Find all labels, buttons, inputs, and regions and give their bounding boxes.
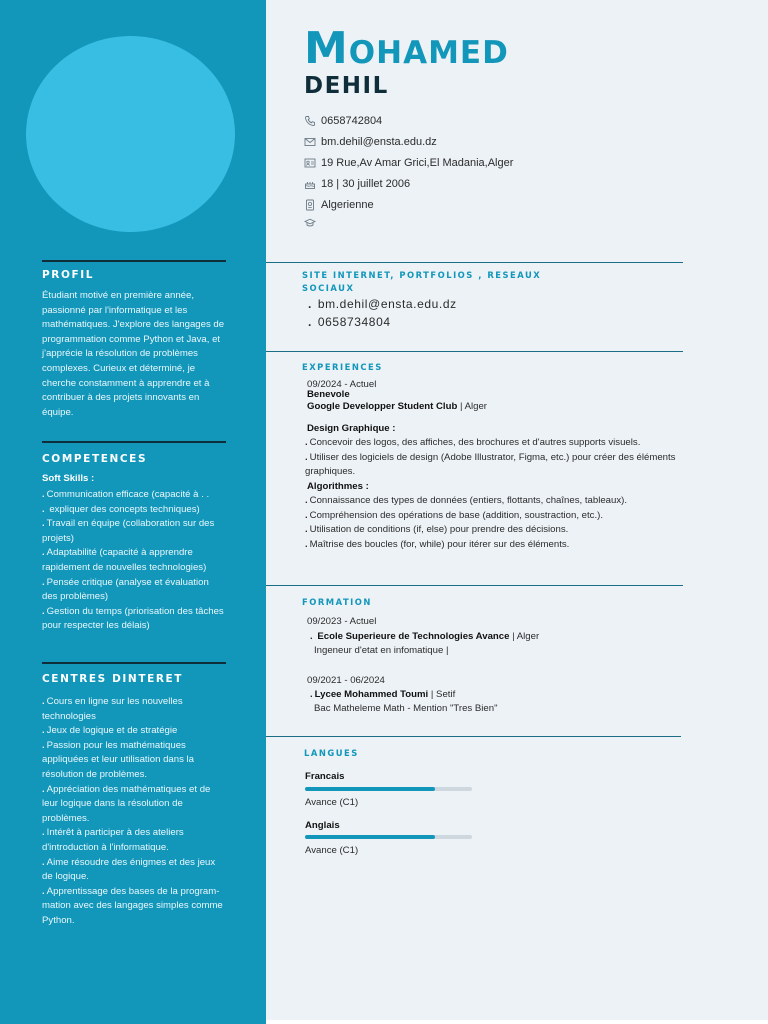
contact-address (304, 152, 513, 173)
list-item: . Jeux de logique et de stratégie (42, 725, 178, 737)
list-item: . Apprentissage des bases de la program-mation avec des langages simples comme Python. (42, 885, 223, 926)
list-item: . Compréhension des opérations de base (addition, soustraction, etc.). (305, 509, 603, 521)
address-card-icon (304, 157, 316, 169)
language-level: Avance (C1) (305, 845, 359, 856)
list-item: . Utiliser des logiciels de design (Adobe Illustrator, Figma, etc.) pour créer des éléments graphiques. (305, 451, 676, 477)
list-item: . Gestion du temps (priorisation des tâches pour respecter les délais) (42, 605, 224, 632)
interets-section (42, 673, 226, 929)
list-item: . Connaissance des types de données (entiers, flottants, chaînes, tableaux). (305, 495, 627, 506)
divider (42, 441, 226, 443)
formation-school: . Lycee Mohammed Toumi | Setif (310, 689, 456, 700)
formation-school: . Ecole Superieure de Technologies Avance | Alger (310, 631, 540, 642)
first-name: Mohamed (304, 23, 509, 74)
web-list (308, 295, 457, 331)
design-heading: Design Graphique : (307, 423, 396, 434)
list-item: . Cours en ligne sur les nouvelles technologies (42, 696, 183, 722)
birth-text: 18 | 30 juillet 2006 (321, 177, 411, 190)
formation-detail: Ingeneur d'etat en infomatique | (314, 645, 449, 656)
contact-education (304, 215, 513, 231)
language-proficiency-fill (305, 835, 435, 839)
list-item: . Adaptabilité (capacité à apprendre rapidement de nouvelles technologies) (42, 547, 207, 573)
sidebar (0, 0, 266, 1024)
graduation-cap-icon (304, 217, 316, 229)
list-item: . Intérêt à participer à des ateliers d'introduction à l'informatique. (42, 827, 184, 853)
competences-heading: COMPETENCES (42, 453, 148, 465)
language-proficiency-bar (305, 787, 472, 791)
language-proficiency-bar (305, 835, 472, 839)
divider (42, 662, 226, 664)
experience-org-name: Google Developper Student Club (307, 401, 458, 412)
last-name: DEHIL (304, 73, 389, 99)
nationality-text: Algerienne (321, 198, 374, 211)
divider (266, 351, 683, 352)
passport-icon (304, 199, 316, 211)
email-text: bm.dehil@ensta.edu.dz (321, 135, 437, 148)
competences-section (42, 453, 226, 634)
address-text: 19 Rue,Av Amar Grici,El Madania,Alger (321, 156, 514, 169)
language-name: Anglais (305, 820, 340, 831)
interets-list (42, 695, 226, 929)
list-item: . Maîtrise des boucles (for, while) pour itérer sur des éléments. (305, 538, 570, 550)
divider (266, 736, 681, 737)
language-level: Avance (C1) (305, 797, 359, 808)
contact-email (304, 131, 513, 152)
formation-date: 09/2021 - 06/2024 (307, 675, 385, 686)
formation-date: 09/2023 - Actuel (307, 616, 377, 627)
langues-heading: LANGUES (304, 748, 359, 758)
list-item: . 0658734804 (308, 315, 391, 329)
divider (42, 260, 226, 262)
contact-nationality (304, 194, 513, 215)
interets-heading: CENTRES DINTERET (42, 673, 184, 685)
list-item: . Appréciation des mathématiques et de leur logique dans la résolution de problèmes. (42, 783, 211, 824)
list-item: . Passion pour les mathématiques appliquées et leur utilisation dans la résolution de problèmes. (42, 739, 195, 780)
list-item: . Travail en équipe (collaboration sur des projets) (42, 518, 215, 544)
formation-heading: FORMATION (302, 597, 372, 607)
design-list (305, 436, 687, 480)
algo-heading: Algorithmes : (307, 481, 369, 492)
soft-skills-subheading: Soft Skills : (42, 473, 95, 484)
list-item: . bm.dehil@ensta.edu.dz (308, 297, 457, 311)
list-item: . Aime résoudre des énigmes et des jeux de logique. (42, 856, 216, 883)
experience-role: Benevole (307, 389, 350, 400)
cake-icon (304, 178, 316, 190)
web-heading: SITE INTERNET, PORTFOLIOS , RESEAUX SOCIAUX (302, 270, 542, 293)
profil-section (42, 269, 226, 420)
list-item: . expliquer des concepts techniques) (42, 503, 200, 515)
list-item: . Pensée critique (analyse et évaluation des problèmes) (42, 576, 209, 603)
profil-text: Étudiant motivé en première année, passionné par l'informatique et les mathématiques. J'explore des langages de programmation comme Python et Java, et j'apprécie la résolution de problèmes complexes. Curieux et déterminé, je cherche constamment à apprendre et à contribuer à des projets innovants en équipe. (42, 290, 225, 418)
algo-list (305, 494, 687, 552)
phone-text: 0658742804 (321, 114, 383, 127)
profil-heading: PROFIL (42, 269, 95, 281)
list-item: . Concevoir des logos, des affiches, des brochures et d'autres supports visuels. (305, 437, 641, 448)
experience-date: 09/2024 - Actuel (307, 379, 377, 390)
avatar (26, 36, 235, 232)
divider (266, 585, 683, 586)
experiences-heading: EXPERIENCES (302, 362, 383, 372)
list-item: . Communication efficace (capacité à . . (42, 489, 210, 500)
language-proficiency-fill (305, 787, 435, 791)
experience-org-location: | Alger (457, 401, 488, 412)
divider (266, 262, 683, 263)
contact-block (304, 110, 513, 231)
contact-phone (304, 110, 513, 131)
phone-icon (304, 115, 316, 127)
contact-birth (304, 173, 513, 194)
competences-list (42, 488, 226, 634)
language-name: Francais (305, 771, 345, 782)
list-item: . Utilisation de conditions (if, else) pour prendre des décisions. (305, 524, 569, 535)
experience-org (307, 400, 487, 415)
formation-detail: Bac Matheleme Math - Mention "Tres Bien" (314, 703, 498, 714)
mail-icon (304, 136, 316, 148)
